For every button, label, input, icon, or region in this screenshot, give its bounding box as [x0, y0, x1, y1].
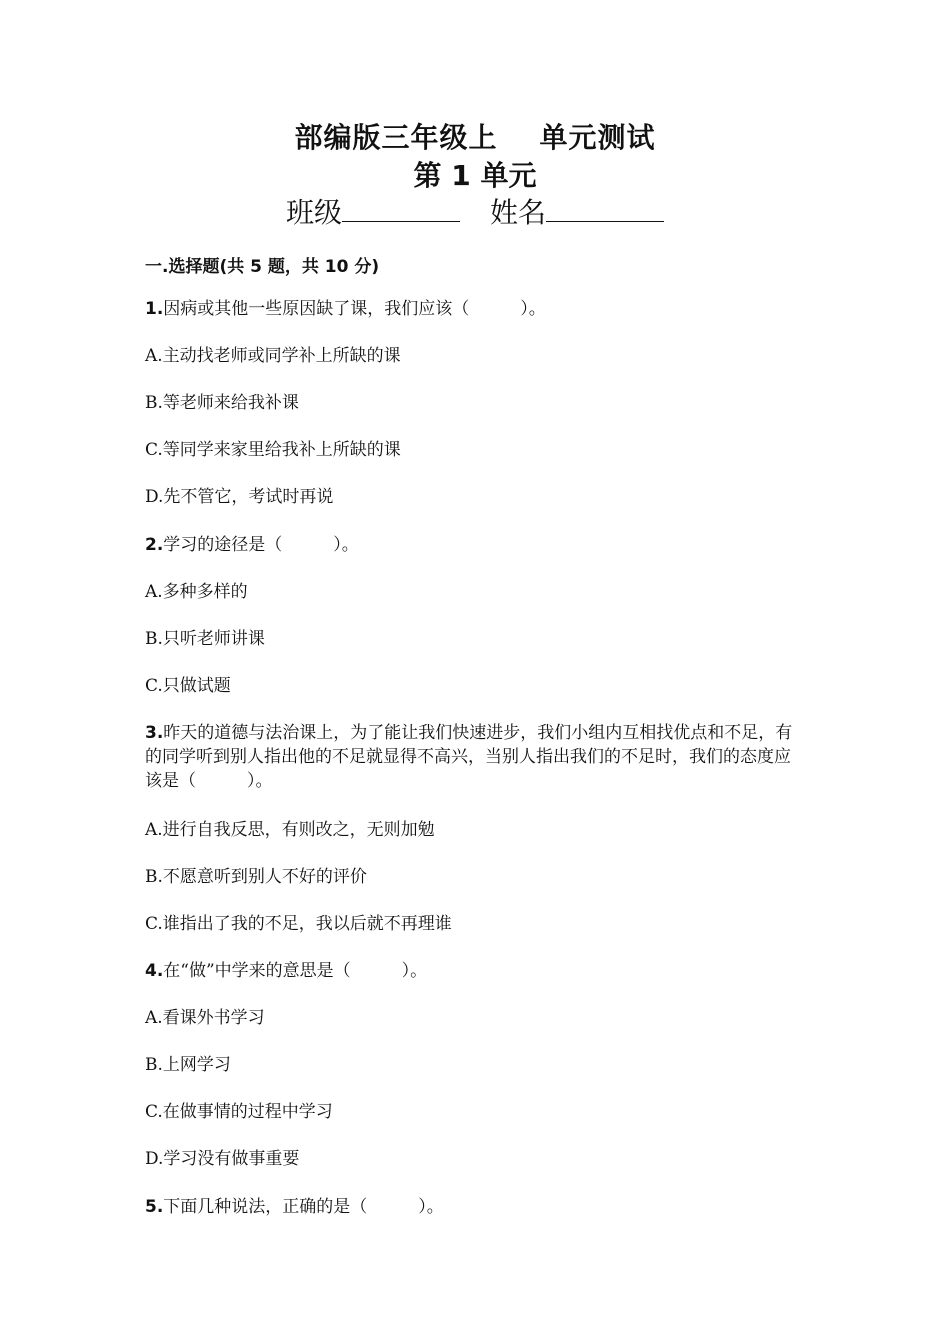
option-3a: A.进行自我反思，有则改之，无则加勉	[145, 820, 435, 840]
question-number: 5.	[145, 1197, 164, 1217]
name-blank	[546, 195, 664, 222]
option-1c: C.等同学来家里给我补上所缺的课	[145, 440, 401, 460]
option-2a: A.多种多样的	[145, 582, 248, 602]
option-1d: D.先不管它，考试时再说	[145, 487, 334, 507]
option-2c: C.只做试题	[145, 676, 231, 696]
class-label: 班级	[285, 196, 342, 229]
question-number: 3.	[145, 723, 164, 743]
option-3c: C.谁指出了我的不足，我以后就不再理谁	[145, 914, 452, 934]
title-grade: 部编版三年级上	[294, 121, 498, 154]
option-4d: D.学习没有做事重要	[145, 1149, 300, 1169]
question-number: 2.	[145, 535, 164, 555]
question-3	[145, 721, 800, 793]
option-4a: A.看课外书学习	[145, 1008, 265, 1028]
question-2	[145, 533, 805, 557]
option-2b: B.只听老师讲课	[145, 629, 265, 649]
unit-title: 第 1 单元	[413, 159, 537, 192]
student-info	[0, 191, 950, 231]
option-4b: B.上网学习	[145, 1055, 231, 1075]
question-1	[145, 297, 805, 321]
question-number: 4.	[145, 961, 164, 981]
title-test: 单元测试	[539, 121, 656, 154]
question-4	[145, 959, 805, 983]
option-1b: B.等老师来给我补课	[145, 393, 299, 413]
question-5	[145, 1195, 805, 1219]
option-3b: B.不愿意听到别人不好的评价	[145, 867, 367, 887]
question-text: 昨天的道德与法治课上，为了能让我们快速进步，我们小组内互相找优点和不足，有的同学听到别人指出他的不足就显得不高兴，当别人指出我们的不足时，我们的态度应该是（ ）。	[145, 723, 793, 791]
question-text: 因病或其他一些原因缺了课，我们应该（ ）。	[163, 299, 546, 319]
option-4c: C.在做事情的过程中学习	[145, 1102, 333, 1122]
class-blank	[342, 195, 460, 222]
question-number: 1.	[145, 299, 164, 319]
option-1a: A.主动找老师或同学补上所缺的课	[145, 346, 401, 366]
question-text: 在“做”中学来的意思是（ ）。	[163, 961, 428, 981]
section-heading: 一.选择题(共 5 题，共 10 分)	[145, 257, 380, 277]
exam-title	[0, 116, 950, 156]
question-text: 学习的途径是（ ）。	[163, 535, 359, 555]
question-text: 下面几种说法，正确的是（ ）。	[163, 1197, 444, 1217]
name-label: 姓名	[490, 196, 547, 229]
